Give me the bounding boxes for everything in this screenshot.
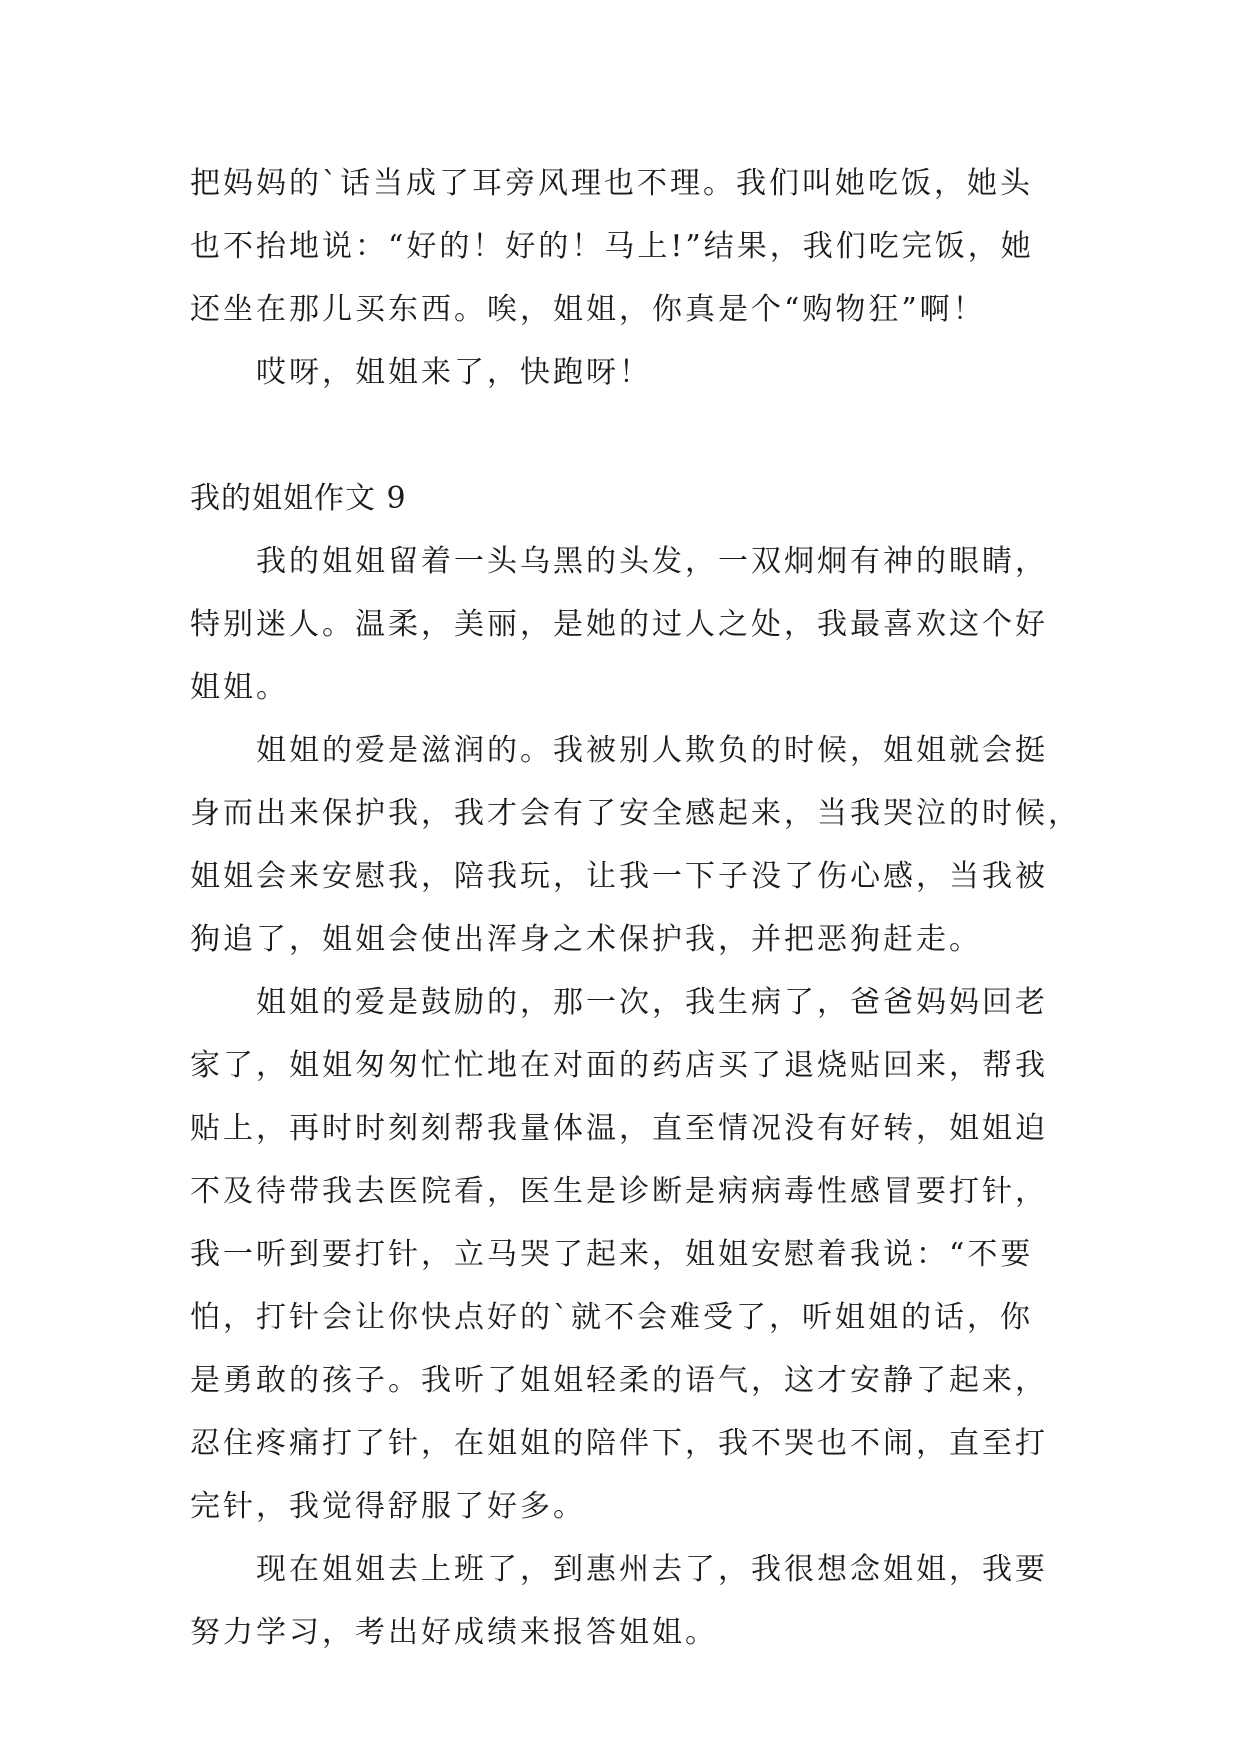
text-line: 现在姐姐去上班了，到惠州去了，我很想念姐姐，我要 [256, 1552, 1048, 1587]
text-line: 身而出来保护我，我才会有了安全感起来，当我哭泣的时候， [190, 796, 1081, 831]
text-line: 把妈妈的`话当成了耳旁风理也不理。我们叫她吃饭，她头 [190, 166, 1033, 201]
paragraph [190, 530, 1060, 719]
text-line: 姐姐。 [190, 670, 289, 705]
text-line: 姐姐的爱是滋润的。我被别人欺负的时候，姐姐就会挺 [256, 733, 1048, 768]
text-line: 狗追了，姐姐会使出浑身之术保护我，并把恶狗赶走。 [190, 922, 982, 957]
closing-line: 哎呀，姐姐来了，快跑呀！ [256, 355, 652, 390]
text-line: 姐姐会来安慰我，陪我玩，让我一下子没了伤心感，当我被 [190, 859, 1048, 894]
text-line: 完针，我觉得舒服了好多。 [190, 1489, 586, 1524]
text-line: 也不抬地说：“好的！好的！马上!”结果，我们吃完饭，她 [190, 229, 1034, 264]
text-line: 我一听到要打针，立马哭了起来，姐姐安慰着我说：“不要 [190, 1237, 1034, 1272]
text-line: 家了，姐姐匆匆忙忙地在对面的药店买了退烧贴回来，帮我 [190, 1048, 1048, 1083]
text-line: 贴上，再时时刻刻帮我量体温，直至情况没有好转，姐姐迫 [190, 1111, 1048, 1146]
text-line: 姐姐的爱是鼓励的，那一次，我生病了，爸爸妈妈回老 [256, 985, 1048, 1020]
text-line: 还坐在那儿买东西。唉，姐姐，你真是个“购物狂”啊！ [190, 292, 986, 327]
section-gap [190, 404, 1060, 467]
text-line: 是勇敢的孩子。我听了姐姐轻柔的语气，这才安静了起来， [190, 1363, 1048, 1398]
text-line: 特别迷人。温柔，美丽，是她的过人之处，我最喜欢这个好 [190, 607, 1048, 642]
text-line: 忍住疼痛打了针，在姐姐的陪伴下，我不哭也不闹，直至打 [190, 1426, 1048, 1461]
paragraph [190, 971, 1060, 1538]
paragraph [190, 1538, 1060, 1664]
text-line: 不及待带我去医院看，医生是诊断是病病毒性感冒要打针， [190, 1174, 1048, 1209]
paragraph [190, 719, 1081, 971]
text-line: 我的姐姐留着一头乌黑的头发，一双炯炯有神的眼睛， [256, 544, 1048, 579]
section-title: 我的姐姐作文 9 [190, 481, 407, 516]
document-body [190, 152, 1081, 1664]
text-line: 努力学习，考出好成绩来报答姐姐。 [190, 1615, 718, 1650]
text-line: 怕，打针会让你快点好的`就不会难受了，听姐姐的话，你 [190, 1300, 1033, 1335]
